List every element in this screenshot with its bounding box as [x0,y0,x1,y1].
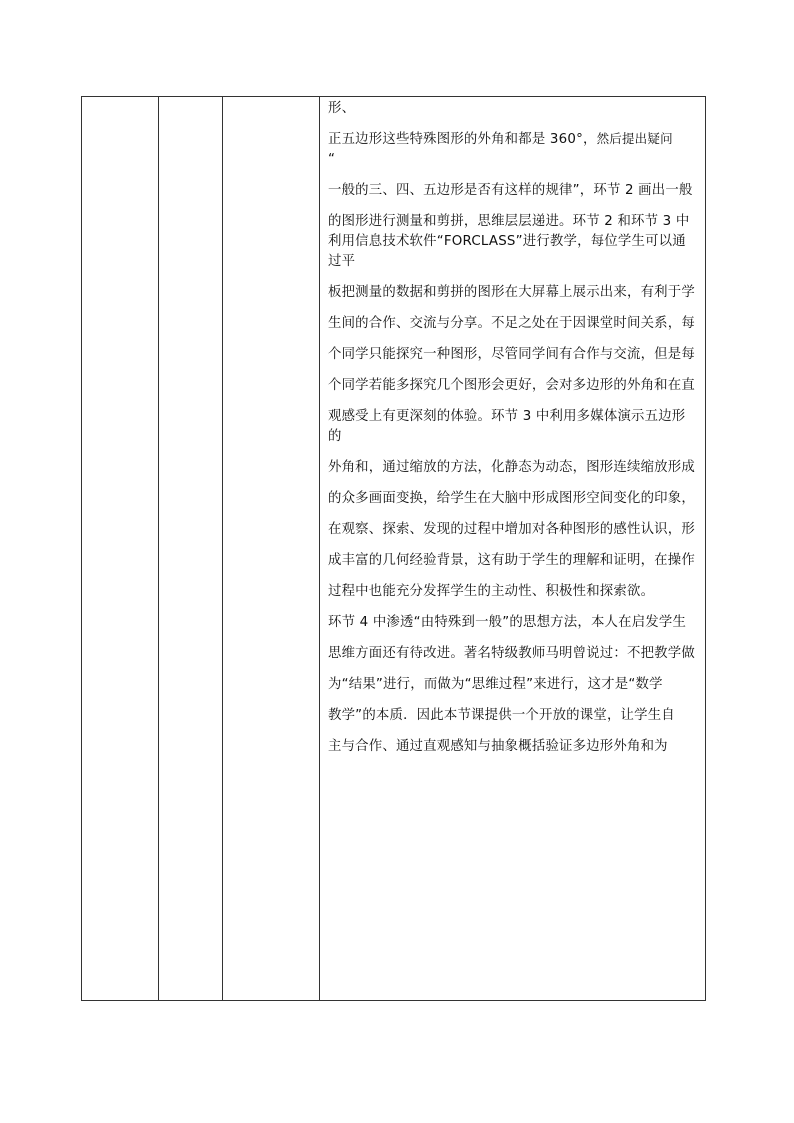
paragraph-text: 生间的合作、交流与分享。不足之处在于因课堂时间关系，每 [328,316,695,331]
paragraph [328,314,697,334]
paragraph [328,737,697,757]
paragraph-text: 成丰富的几何经验背景，这有助于学生的理解和证明，在操作 [328,553,695,568]
paragraph [328,407,697,447]
table-cell-col3 [223,97,320,1001]
paragraph-text: 外角和，通过缩放的方法，化静态为动态，图形连续缩放形成 [328,460,695,475]
paragraph-text: 的图形进行测量和剪拼，思维层层递进。环节 2 和环节 3 中利用信息技术软件“FORCLASS”进行教学，每位学生可以通过平 [328,214,690,269]
paragraph-text: 板把测量的数据和剪拼的图形在大屏幕上展示出来，有利于学 [328,285,695,300]
paragraph-text: 一般的三、四、五边形是否有这样的规律”，环节 2 画出一般 [328,183,693,198]
reflection-text [320,97,705,757]
paragraph [328,675,697,695]
table-cell-reflection [320,97,706,1001]
paragraph [328,706,697,726]
paragraph [328,129,697,170]
inline-note: 然后提出疑问 [596,131,673,146]
paragraph-text: 观感受上有更深刻的体验。环节 3 中利用多媒体演示五边形的 [328,409,686,444]
paragraph [328,520,697,540]
paragraph [328,644,697,664]
paragraph-text: 形、 [328,101,356,116]
paragraph-text: 个同学若能多探究几个图形会更好，会对多边形的外角和在直 [328,378,695,393]
paragraph [328,345,697,365]
paragraph [328,376,697,396]
paragraph-text: 主与合作、通过直观感知与抽象概括验证多边形外角和为 [328,739,668,754]
paragraph-text: 个同学只能探究一种图形，尽管同学间有合作与交流，但是每 [328,347,695,362]
paragraph-text: “ [328,152,336,167]
paragraph [328,489,697,509]
paragraph [328,613,697,633]
table-row [82,97,706,1001]
paragraph [328,212,697,272]
table-cell-col1 [82,97,159,1001]
paragraph-text: 过程中也能充分发挥学生的主动性、积极性和探索欲。 [328,584,655,599]
paragraph-text: 正五边形这些特殊图形的外角和都是 360°， [328,132,597,147]
paragraph [328,458,697,478]
paragraph [328,181,697,201]
paragraph-text: 为“结果”进行，而做为“思维过程”来进行，这才是“数学 [328,677,663,692]
paragraph [328,582,697,602]
paragraph [328,283,697,303]
paragraph [328,99,697,119]
paragraph-text: 在观察、探索、发现的过程中增加对各种图形的感性认识，形 [328,522,695,537]
paragraph-text: 的众多画面变换，给学生在大脑中形成图形空间变化的印象， [328,491,695,506]
table-cell-col2 [159,97,223,1001]
lesson-reflection-table [81,96,706,1001]
paragraph [328,551,697,571]
paragraph-text: 思维方面还有待改进。著名特级教师马明曾说过：不把教学做 [328,646,695,661]
paragraph-text: 环节 4 中渗透“由特殊到一般”的思想方法，本人在启发学生 [328,615,687,630]
paragraph-text: 教学”的本质．因此本节课提供一个开放的课堂，让学生自 [328,708,675,723]
